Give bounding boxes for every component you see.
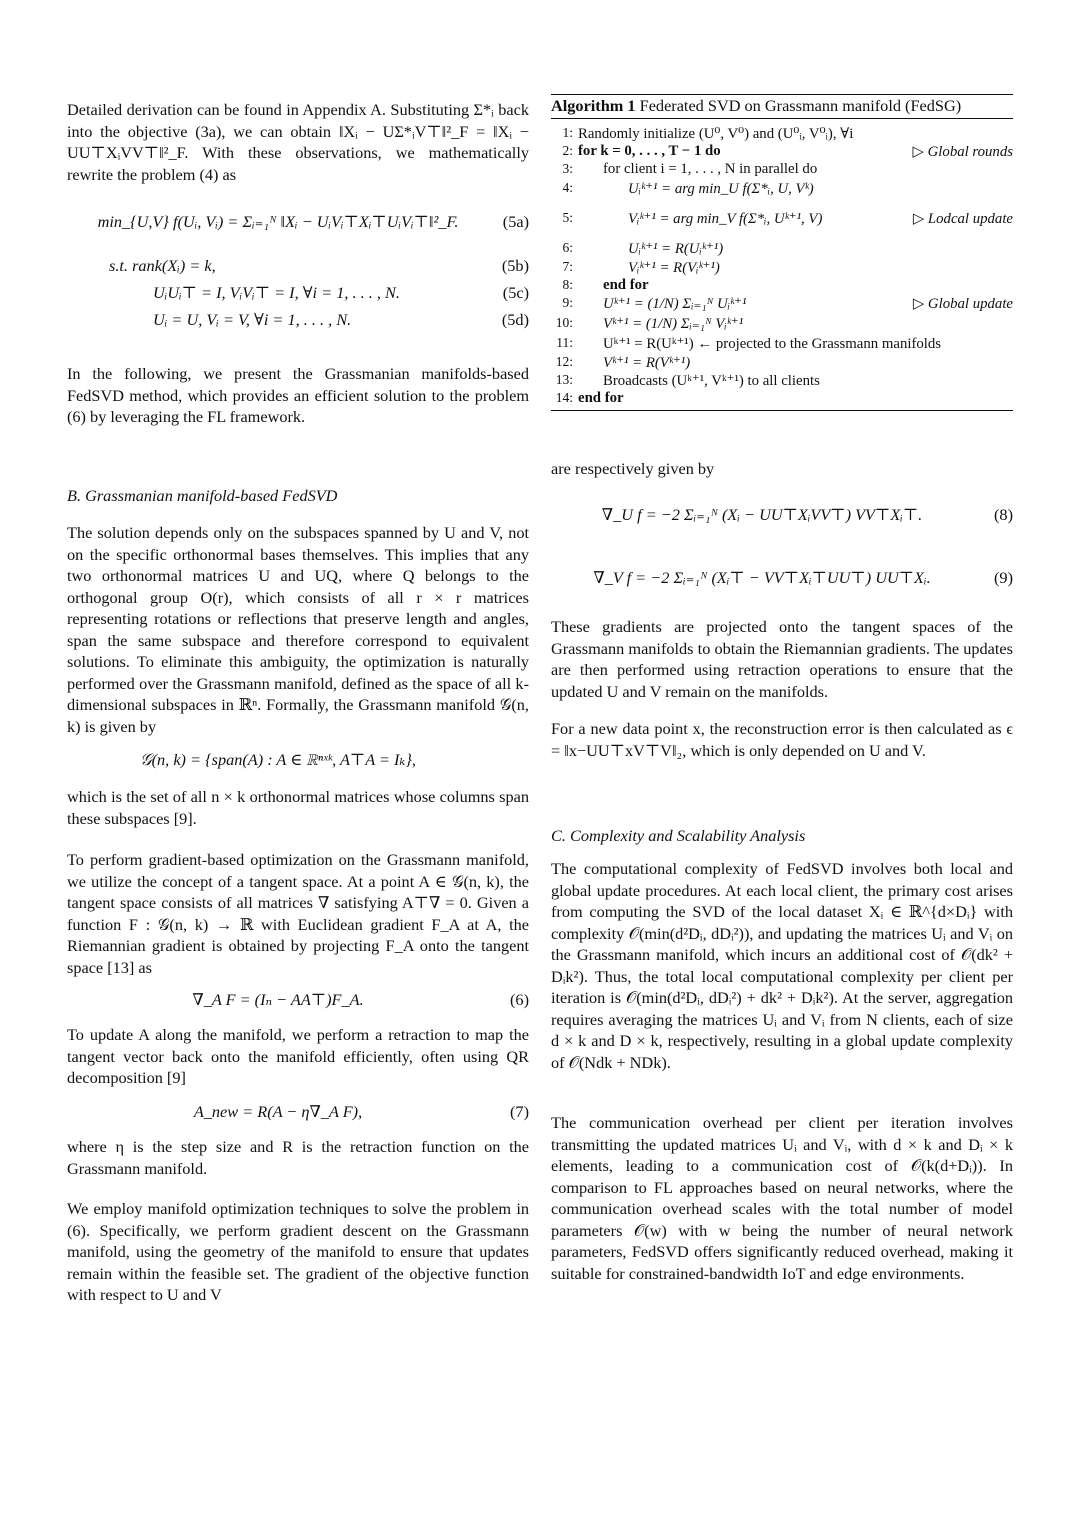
equation-grassmann-body: 𝒢(n, k) = {span(A) : A ∈ ℝⁿˣᵏ, A⊤A = Iₖ},	[140, 750, 416, 769]
line-number: 4:	[562, 180, 573, 195]
algorithm-line	[551, 143, 1013, 161]
equation-6-body: ∇_A F = (Iₙ − AA⊤)F_A.	[192, 990, 364, 1009]
line-code: for k = 0, . . . , T − 1 do	[578, 143, 721, 159]
equation-grassmann	[67, 750, 529, 780]
equation-5d-body: Uᵢ = U, Vᵢ = V, ∀i = 1, . . . , N.	[153, 310, 352, 329]
algorithm-top-rule	[551, 94, 1013, 95]
equation-5b-body: s.t. rank(Xᵢ) = k,	[109, 256, 216, 275]
paragraph-communication-overhead: The communication overhead per client per iteration involves transmitting the updated matrices Uᵢ and Vᵢ, with d × k and Dᵢ × k elements, leading to a communication cost of 𝒪(k(d+Dᵢ)). In comparison to FL approaches based on neural networks, where the communication overhead scales with the total number of model parameters 𝒪(w) with w being the number of neural network parameters, FedSVD offers significantly reduced overhead, making it suitable for constrained-bandwidth IoT and edge environments.	[551, 1113, 1013, 1283]
line-number: 9:	[562, 295, 573, 310]
equation-5c-number: (5c)	[502, 283, 529, 302]
equation-6	[67, 990, 529, 1020]
line-comment: ▷ Global rounds	[912, 144, 1013, 160]
paragraph-subspaces: The solution depends only on the subspaces spanned by U and V, not on the specific orthonormal bases themselves. This implies that any two orthonormal matrices U and UQ, where Q belongs to the orthogonal group O(r), which consists of all r × r matrices representing rotations or reflections that preserve length and angles, span the same subspace and therefore correspond to equivalent solutions. To eliminate this ambiguity, the optimization is naturally performed over the Grassmann manifold, defined as the space of all k-dimensional subspaces in ℝⁿ. Formally, the Grassmann manifold 𝒢(n, k) is given by	[67, 523, 529, 736]
line-code: Vᵢᵏ⁺¹ = arg min_V f(Σ*ᵢ, Uᵏ⁺¹, V)	[628, 211, 823, 227]
line-code: Vᵏ⁺¹ = (1/N) Σᵢ₌₁ᴺ Vᵢᵏ⁺¹	[603, 316, 744, 332]
paragraph-projected-gradients: These gradients are projected onto the tangent spaces of the Grassmann manifolds to obtain the Riemannian gradients. The updates are then performed using retraction operations to ensure that the updated U and V remain on the manifolds.	[551, 617, 1013, 701]
algorithm-line	[551, 295, 1013, 313]
equation-5d-number: (5d)	[501, 310, 529, 329]
line-number: 7:	[562, 259, 573, 274]
equation-5b-number: (5b)	[501, 256, 529, 275]
algorithm-caption	[551, 96, 961, 116]
equation-5c	[67, 283, 529, 313]
paragraph-given-by: are respectively given by	[551, 459, 715, 478]
line-code: Randomly initialize (U⁰, V⁰) and (U⁰ᵢ, V⁰ᵢ), ∀i	[578, 126, 854, 142]
line-number: 13:	[555, 372, 573, 387]
algorithm-line	[551, 335, 1013, 353]
line-number: 14:	[555, 390, 573, 405]
section-heading-b: B. Grassmanian manifold-based FedSVD	[67, 486, 338, 505]
line-code: end for	[603, 277, 649, 293]
algorithm-caption-rule	[551, 118, 1013, 119]
algorithm-line	[551, 259, 1013, 277]
paragraph-gradient: To perform gradient-based optimization on the Grassmann manifold, we utilize the concept of a tangent space. At a point A ∈ 𝒢(n, k), the tangent space consists of all matrices ∇ satisfying A⊤∇ = 0. Given a function F : 𝒢(n, k) → ℝ with Euclidean gradient F_A at A, the Riemannian gradient is obtained by projecting F_A onto the tangent space [13] as	[67, 850, 529, 977]
line-code: for client i = 1, . . . , N in parallel do	[603, 161, 818, 177]
algorithm-bottom-rule	[551, 410, 1013, 411]
paragraph-reconstruction-error: For a new data point x, the reconstruction error is then calculated as ϵ = ‖x−UU⊤xV⊤V‖₂, which is only depended on U and V.	[551, 719, 1013, 760]
equation-7-number: (7)	[510, 1102, 529, 1121]
line-number: 2:	[562, 143, 573, 158]
paragraph-step-size: where η is the step size and R is the retraction function on the Grassmann manifold.	[67, 1137, 529, 1178]
section-heading-c: C. Complexity and Scalability Analysis	[551, 826, 806, 845]
line-number: 10:	[555, 315, 573, 330]
equation-5d	[67, 310, 529, 340]
equation-8-body: ∇_U f = −2 Σᵢ₌₁ᴺ (Xᵢ − UU⊤XᵢVV⊤) VV⊤Xᵢ⊤.	[601, 505, 923, 524]
paragraph-retraction: To update A along the manifold, we perform a retraction to map the tangent vector back onto the manifold efficiently, often using QR decomposition [9]	[67, 1025, 529, 1087]
paragraph-orthonormal: which is the set of all n × k orthonormal matrices whose columns span these subspaces [9].	[67, 787, 529, 828]
equation-8-number: (8)	[994, 505, 1013, 524]
algorithm-line	[551, 372, 1013, 390]
paragraph-manifold-optimization: We employ manifold optimization techniques to solve the problem in (6). Specifically, we perform gradient descent on the Grassmann manifold, using the geometry of the manifold to ensure that updates remain within the feasible set. The gradient of the objective function with respect to U and V	[67, 1199, 529, 1304]
equation-9	[551, 568, 1013, 598]
algorithm-line	[551, 125, 1013, 143]
equation-5a-body: min_{U,V} f(Uᵢ, Vᵢ) = Σᵢ₌₁ᴺ ‖Xᵢ − UᵢVᵢ⊤Xᵢ⊤UᵢVᵢ⊤‖²_F.	[97, 212, 459, 231]
line-code: Vᵢᵏ⁺¹ = R(Vᵢᵏ⁺¹)	[628, 260, 720, 276]
line-number: 12:	[555, 354, 573, 369]
line-code: Uᵏ⁺¹ = (1/N) Σᵢ₌₁ᴺ Uᵢᵏ⁺¹	[603, 296, 747, 312]
paragraph-computational-complexity: The computational complexity of FedSVD involves both local and global update procedures. At each local client, the primary cost arises from computing the SVD of the local dataset Xᵢ ∈ ℝ^{d×Dᵢ} with complexity 𝒪(min(d²Dᵢ, dDᵢ²)), and updating the matrices Uᵢ and Vᵢ on the Grassmann manifold, which incurs an additional cost of 𝒪(dk² + Dᵢk²). Thus, the total local computational complexity per client per iteration is 𝒪(min(d²Dᵢ, dDᵢ²) + dk² + Dᵢk²). At the server, aggregation requires averaging the matrices Uᵢ and Vᵢ from N clients, each of size d × k and D × k, respectively, resulting in a global update complexity of 𝒪(Ndk + NDk).	[551, 859, 1013, 1072]
algorithm-line	[551, 180, 1013, 198]
algorithm-line	[551, 390, 1013, 408]
algorithm-line	[551, 161, 1013, 179]
equation-5a	[67, 212, 529, 242]
line-code: Uᵏ⁺¹ = R(Uᵏ⁺¹) ← projected to the Grassmann manifolds	[603, 336, 942, 352]
line-code: Uᵢᵏ⁺¹ = arg min_U f(Σ*ᵢ, U, Vᵏ)	[628, 181, 814, 197]
algorithm-line	[551, 240, 1013, 258]
equation-9-number: (9)	[994, 568, 1013, 587]
algorithm-label: Algorithm 1	[551, 96, 636, 115]
line-code: end for	[578, 390, 624, 406]
line-number: 6:	[562, 240, 573, 255]
equation-5a-number: (5a)	[502, 212, 529, 231]
line-number: 1:	[562, 125, 573, 140]
equation-6-number: (6)	[510, 990, 529, 1009]
line-code: Broadcasts (Uᵏ⁺¹, Vᵏ⁺¹) to all clients	[603, 373, 820, 389]
line-number: 8:	[562, 277, 573, 292]
algorithm-title: Federated SVD on Grassmann manifold (FedSG)	[639, 96, 962, 115]
line-number: 3:	[562, 161, 573, 176]
algorithm-line	[551, 354, 1013, 372]
line-number: 5:	[562, 210, 573, 225]
algorithm-line	[551, 277, 1013, 295]
line-number: 11:	[556, 335, 573, 350]
paragraph-derivation: Detailed derivation can be found in Appendix A. Substituting Σ*ᵢ back into the objective (3a), we can obtain ‖Xᵢ − UΣ*ᵢV⊤‖²_F = ‖Xᵢ − UU⊤XᵢVV⊤‖²_F. With these observations, we mathematically rewrite the problem (4) as	[67, 100, 529, 184]
line-code: Vᵏ⁺¹ = R(Vᵏ⁺¹)	[603, 355, 691, 371]
equation-5b	[67, 256, 529, 286]
equation-7	[67, 1102, 529, 1132]
line-comment: ▷ Global update	[912, 296, 1013, 312]
equation-5c-body: UᵢUᵢ⊤ = I, VᵢVᵢ⊤ = I, ∀i = 1, . . . , N.	[153, 283, 400, 302]
paragraph-following: In the following, we present the Grassmanian manifolds-based FedSVD method, which provides an efficient solution to the problem (6) by leveraging the FL framework.	[67, 364, 529, 426]
equation-9-body: ∇_V f = −2 Σᵢ₌₁ᴺ (Xᵢ⊤ − VV⊤Xᵢ⊤UU⊤) UU⊤Xᵢ.	[593, 568, 931, 587]
equation-8	[551, 505, 1013, 535]
line-comment: ▷ Lodcal update	[912, 211, 1013, 227]
line-code: Uᵢᵏ⁺¹ = R(Uᵢᵏ⁺¹)	[628, 241, 724, 257]
equation-7-body: A_new = R(A − η∇_A F),	[193, 1102, 363, 1121]
algorithm-line	[551, 210, 1013, 228]
algorithm-line	[551, 315, 1013, 333]
